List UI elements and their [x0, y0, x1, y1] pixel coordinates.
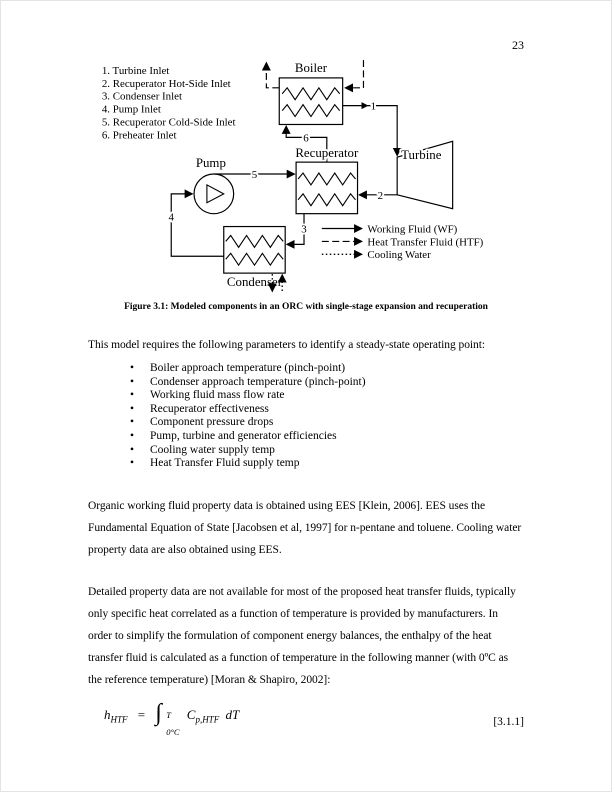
inlet-key-item: 5. Recuperator Cold-Side Inlet: [101, 116, 236, 129]
inlet-key-item: 2. Recuperator Hot-Side Inlet: [101, 77, 231, 90]
integral-limits: [166, 710, 179, 737]
flow-legend: [322, 223, 484, 261]
figure-caption: Figure 3.1: Modeled components in an ORC with single-stage expansion and recuperation: [124, 302, 488, 312]
stream-label-1: 1: [370, 100, 377, 113]
parameter-item: • Component pressure drops: [130, 416, 524, 430]
intro-paragraph: This model requires the following parameters to identify a steady-state operating point:: [88, 339, 486, 351]
legend-working-fluid-label: Working Fluid (WF): [367, 223, 458, 236]
htf-inlet-line: [346, 60, 364, 88]
legend-cooling-water-label: Cooling Water: [367, 249, 431, 262]
parameter-list: [130, 362, 524, 471]
parameter-item: • Pump, turbine and generator efficiencies: [130, 430, 524, 444]
integral-lower-limit: 0°C: [166, 726, 180, 737]
ees-paragraph: Organic working fluid property data is obtained using EES [Klein, 2006]. EES uses the Fundamental Equation of State [Jacobsen et al, 1997] for n-pentane and toluene. Cooling water property data are also obtained using EES.: [88, 499, 522, 556]
equation-lhs-subscript: HTF: [110, 714, 128, 725]
parameter-item: • Working fluid mass flow rate: [130, 389, 524, 403]
inlet-key: [102, 65, 236, 141]
inlet-key-item: 3. Condenser Inlet: [101, 90, 183, 103]
turbine-label: Turbine: [401, 148, 442, 163]
stream-label-4: 4: [168, 211, 174, 224]
integrand: C: [186, 706, 196, 722]
condenser-label: Condenser: [226, 275, 283, 289]
stream-label-5: 5: [251, 168, 258, 181]
equals-sign: =: [137, 706, 146, 722]
equation-block: [88, 699, 524, 738]
parameter-item: • Heat Transfer Fluid supply temp: [130, 457, 524, 471]
parameter-item: • Condenser approach temperature (pinch-point): [130, 376, 524, 390]
integral-upper-limit: T: [166, 709, 171, 720]
integral-sign: ∫: [155, 699, 162, 726]
stream-1-direction-arrow: [361, 102, 368, 109]
htf-property-paragraph: Detailed property data are not available for most of the proposed heat transfer fluids, typically only specific heat correlated as a function of temperature is provided by manufacturers. In order to simplify the formulation of component energy balances, the enthalpy of the heat transfer fluid is calculated as a function of temperature in the following manner (with 0ºC as the reference temperature) [Moran & Shapiro, 2002]:: [88, 585, 516, 686]
orc-cycle-diagram: [88, 58, 524, 296]
equation-lhs: h: [104, 706, 111, 722]
parameter-item: • Boiler approach temperature (pinch-point): [130, 362, 524, 376]
inlet-key-item: 6. Preheater Inlet: [101, 129, 177, 142]
inlet-key-item: 1. Turbine Inlet: [101, 64, 170, 77]
boiler-label: Boiler: [294, 60, 328, 75]
inlet-key-item: 4. Pump Inlet: [101, 103, 161, 116]
recuperator-label: Recuperator: [295, 146, 359, 161]
equation-number: [3.1.1]: [493, 716, 524, 729]
equation: [104, 699, 240, 738]
parameter-item: • Cooling water supply temp: [130, 444, 524, 458]
pump-label: Pump: [195, 156, 226, 171]
differential: dT: [225, 706, 240, 722]
parameter-item: • Recuperator effectiveness: [130, 403, 524, 417]
stream-label-3: 3: [301, 223, 307, 236]
page-number: 23: [512, 38, 524, 52]
integrand-subscript: p,HTF: [195, 714, 220, 725]
stream-label-2: 2: [377, 189, 384, 202]
stream-label-6: 6: [303, 132, 309, 145]
htf-outlet-line: [266, 63, 279, 88]
legend-htf-label: Heat Transfer Fluid (HTF): [367, 236, 484, 249]
